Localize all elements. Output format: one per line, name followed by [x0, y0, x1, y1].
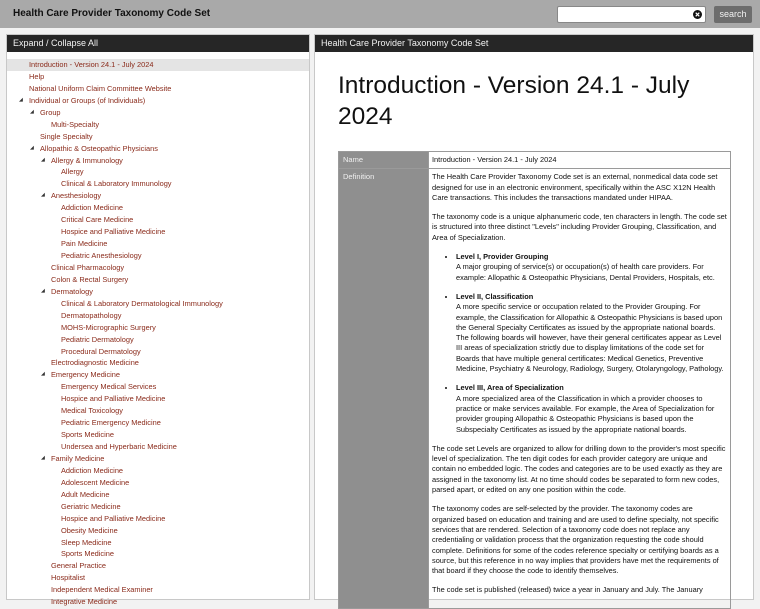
- tree-item-label[interactable]: Pediatric Anesthesiology: [61, 251, 142, 260]
- tree-item-label[interactable]: Independent Medical Examiner: [51, 585, 153, 595]
- search-input[interactable]: [561, 8, 689, 21]
- tree-item[interactable]: [7, 357, 309, 369]
- definition-paragraph: The code set is published (released) twice a year in January and July. The January: [432, 585, 703, 595]
- tree-item-label[interactable]: Single Specialty: [40, 131, 93, 141]
- name-value: Introduction - Version 24.1 - July 2024: [429, 152, 731, 169]
- tree-item-label[interactable]: Emergency Medical Services: [61, 382, 157, 392]
- tree-item-label[interactable]: Introduction - Version 24.1 - July 2024: [29, 60, 154, 69]
- tree-item[interactable]: [7, 71, 309, 83]
- search-button[interactable]: search: [714, 6, 752, 23]
- tree-item-label[interactable]: Group: [40, 107, 61, 117]
- expand-toggle-icon[interactable]: ◢: [41, 287, 45, 294]
- tree-item[interactable]: [7, 513, 309, 525]
- tree-item[interactable]: [7, 501, 309, 513]
- tree-item[interactable]: [7, 405, 309, 417]
- level-item: [456, 292, 727, 374]
- tree-item-label[interactable]: Help: [29, 71, 45, 81]
- page-title: Introduction - Version 24.1 - July 2024: [338, 72, 690, 130]
- tree-item[interactable]: [7, 226, 309, 238]
- tree-item[interactable]: [7, 584, 309, 596]
- tree-item[interactable]: [7, 548, 309, 560]
- tree-item-label[interactable]: Medical Toxicology: [61, 406, 123, 416]
- top-bar: [0, 0, 760, 28]
- tree-item-label[interactable]: Hospice and Palliative Medicine: [61, 513, 166, 523]
- tree-item-label[interactable]: Adolescent Medicine: [61, 477, 130, 487]
- definition-paragraph: The taxonomy codes are self-selected by the provider. The taxonomy codes are organized based on education and training and are used to define specialty, not specific services that are rendered. Selection of a taxonomy code does not replace any credentialing or validation process that the organization requesting the code should complete. Definitions for some of the codes reference specialty or certifying boards as a source, but this reference in no way implies that providers have met the requirements of that board if they choose the code to identify themselves.: [432, 504, 719, 576]
- tree-item[interactable]: [7, 155, 309, 167]
- tree-item-label[interactable]: Integrative Medicine: [51, 597, 118, 607]
- level-title: • Level III, Area of Specialization: [456, 383, 564, 393]
- tree-item-label[interactable]: Pain Medicine: [61, 239, 108, 249]
- tree-item[interactable]: [7, 441, 309, 453]
- tree-item-label[interactable]: Adult Medicine: [61, 489, 110, 499]
- definition-value: [429, 169, 731, 608]
- tree-item[interactable]: [7, 107, 309, 119]
- tree-item[interactable]: [7, 453, 309, 465]
- info-table: [338, 151, 731, 609]
- tree-item[interactable]: [7, 310, 309, 322]
- tree-item-label[interactable]: Addiction Medicine: [61, 203, 124, 213]
- tree-item[interactable]: [7, 83, 309, 95]
- definition-paragraph: The code set Levels are organized to allow for drilling down to the provider's most specific level of specialization. The ten digit codes for each provider category are unique and contain no embedded logic. The codes and categories are to be used exactly as they are assigned in the taxonomy list. At no time should codes be separated to form new codes, parsed apart, or edited on any one position within the code.: [432, 443, 726, 495]
- tree-item[interactable]: [7, 417, 309, 429]
- tree-item[interactable]: [7, 178, 309, 190]
- level-text: A more specific service or occupation related to the Provider Grouping. For example, the Classification for Allopathic & Osteopathic Physicians is based upon the General Specialty Certificates as issued by the appropriate national boards. The following boards will however, have their general certificates appear as Level III areas of specialization strictly due to display limitations of the code set for Boards that have multiple general certificates: Medical Genetics, Preventive Medicine, Psychiatry & Neurology, Radiology, Surgery, Otolaryngology, Pathology.: [456, 302, 724, 374]
- tree-item[interactable]: [7, 560, 309, 572]
- tree-item[interactable]: [7, 429, 309, 441]
- tree-item[interactable]: [7, 119, 309, 131]
- tree-item-label[interactable]: Procedural Dermatology: [61, 346, 141, 356]
- tree-item-label[interactable]: Critical Care Medicine: [61, 215, 134, 225]
- tree-item[interactable]: [7, 369, 309, 381]
- tree-item-label[interactable]: Colon & Rectal Surgery: [51, 274, 129, 284]
- taxonomy-tree: [7, 52, 309, 608]
- tree-item[interactable]: [7, 572, 309, 584]
- level-item: [456, 383, 727, 434]
- name-key: Name: [339, 152, 429, 169]
- tree-item-label[interactable]: Addiction Medicine: [61, 465, 124, 475]
- tree-item-label[interactable]: Sleep Medicine: [61, 537, 112, 547]
- table-row-name: [339, 152, 731, 169]
- level-text: A more specialized area of the Classification in which a provider chooses to practice or make services available. For example, the Area of Specialization for provider grouping Allopathic & Osteopathic Physicians is based upon the Subspecialty Certificates as issued by the appropriate national boards.: [456, 393, 715, 434]
- tree-item[interactable]: [7, 286, 309, 298]
- tree-item-label[interactable]: Hospice and Palliative Medicine: [61, 227, 166, 237]
- tree-item[interactable]: [7, 202, 309, 214]
- tree-item-label[interactable]: Geriatric Medicine: [61, 501, 121, 511]
- tree-item[interactable]: [7, 190, 309, 202]
- tree-item-label[interactable]: Sports Medicine: [61, 549, 114, 559]
- tree-item[interactable]: [7, 537, 309, 549]
- tree-item[interactable]: [7, 166, 309, 178]
- definition-paragraph: The Health Care Provider Taxonomy Code set is an external, nonmedical data code set designed for use in an electronic environment, specifically within the ASC X12N Health Care transactions. This includes the transactions mandated under HIPAA.: [432, 172, 718, 202]
- tree-item[interactable]: [7, 214, 309, 226]
- tree-item-label[interactable]: Undersea and Hyperbaric Medicine: [61, 442, 177, 451]
- level-text: A major grouping of service(s) or occupation(s) of health care providers. For example: Allopathic & Osteopathic Physicians, Dental Providers, Hospitals, etc.: [456, 262, 715, 282]
- tree-item-label[interactable]: Pediatric Emergency Medicine: [61, 418, 161, 428]
- tree-item[interactable]: [7, 143, 309, 155]
- tree-item[interactable]: [7, 322, 309, 334]
- tree-item[interactable]: [7, 59, 309, 71]
- tree-item[interactable]: [7, 334, 309, 346]
- level-item: [456, 252, 727, 283]
- tree-item[interactable]: [7, 489, 309, 501]
- content-panel-header: Health Care Provider Taxonomy Code Set: [315, 35, 753, 52]
- search-box[interactable]: [557, 6, 706, 23]
- tree-item[interactable]: [7, 298, 309, 310]
- tree-item[interactable]: [7, 381, 309, 393]
- level-title: • Level I, Provider Grouping: [456, 252, 549, 262]
- tree-item-label[interactable]: Allergy & Immunology: [51, 155, 123, 165]
- tree-item-label[interactable]: Anesthesiology: [51, 191, 102, 201]
- tree-item[interactable]: [7, 262, 309, 274]
- tree-item[interactable]: [7, 393, 309, 405]
- expand-collapse-all[interactable]: Expand / Collapse All: [7, 35, 309, 52]
- tree-item-label[interactable]: Dermatopathology: [61, 310, 122, 320]
- tree-item-label[interactable]: Electrodiagnostic Medicine: [51, 358, 139, 368]
- tree-item[interactable]: [7, 238, 309, 250]
- tree-item[interactable]: [7, 596, 309, 608]
- definition-paragraph: The taxonomy code is a unique alphanumeric code, ten characters in length. The code set is structured into three distinct "Levels" including Provider Grouping, Classification, and Area of Specialization.: [432, 212, 727, 242]
- levels-list: [456, 252, 727, 435]
- tree-item-label[interactable]: Emergency Medicine: [51, 370, 121, 380]
- expand-toggle-icon[interactable]: ◢: [19, 96, 23, 103]
- app-title: Health Care Provider Taxonomy Code Set: [13, 8, 211, 19]
- tree-item-label[interactable]: Hospitalist: [51, 573, 86, 583]
- table-row-definition: [339, 169, 731, 608]
- tree-item-label[interactable]: Obesity Medicine: [61, 525, 118, 535]
- expand-toggle-icon[interactable]: ◢: [41, 454, 45, 461]
- tree-item-label[interactable]: Multi-Specialty: [51, 119, 100, 129]
- tree-item[interactable]: [7, 465, 309, 477]
- tree-item[interactable]: [7, 477, 309, 489]
- tree-item-label[interactable]: Clinical & Laboratory Dermatological Immunology: [61, 298, 223, 308]
- tree-item[interactable]: [7, 346, 309, 358]
- expand-toggle-icon[interactable]: ◢: [30, 144, 34, 151]
- expand-toggle-icon[interactable]: ◢: [30, 108, 34, 115]
- definition-key: Definition: [339, 169, 429, 608]
- tree-item-label[interactable]: Individual or Groups (of Individuals): [29, 95, 146, 105]
- tree-item-label[interactable]: General Practice: [51, 561, 107, 571]
- tree-item-label[interactable]: Dermatology: [51, 286, 93, 296]
- tree-item-label[interactable]: Pediatric Dermatology: [61, 334, 134, 344]
- tree-item[interactable]: [7, 274, 309, 286]
- tree-item-label[interactable]: Clinical & Laboratory Immunology: [61, 179, 172, 189]
- clear-search-icon[interactable]: [693, 10, 702, 19]
- tree-item-label[interactable]: Clinical Pharmacology: [51, 262, 125, 272]
- tree-item[interactable]: [7, 525, 309, 537]
- tree-item[interactable]: [7, 95, 309, 107]
- tree-item-label[interactable]: National Uniform Claim Committee Website: [29, 83, 172, 93]
- tree-item[interactable]: [7, 250, 309, 262]
- content-panel: [314, 34, 754, 600]
- tree-item-label[interactable]: Allopathic & Osteopathic Physicians: [40, 143, 158, 153]
- tree-item-label[interactable]: Sports Medicine: [61, 430, 114, 440]
- expand-toggle-icon[interactable]: ◢: [41, 371, 45, 378]
- tree-item-label[interactable]: Family Medicine: [51, 453, 105, 463]
- expand-toggle-icon[interactable]: ◢: [41, 156, 45, 163]
- expand-toggle-icon[interactable]: ◢: [41, 192, 45, 199]
- level-title: • Level II, Classification: [456, 291, 534, 301]
- tree-item[interactable]: [7, 131, 309, 143]
- navigation-panel: [6, 34, 310, 607]
- tree-item-label[interactable]: Hospice and Palliative Medicine: [61, 394, 166, 404]
- tree-item-label[interactable]: Allergy: [61, 167, 84, 177]
- tree-item-label[interactable]: MOHS-Micrographic Surgery: [61, 322, 156, 332]
